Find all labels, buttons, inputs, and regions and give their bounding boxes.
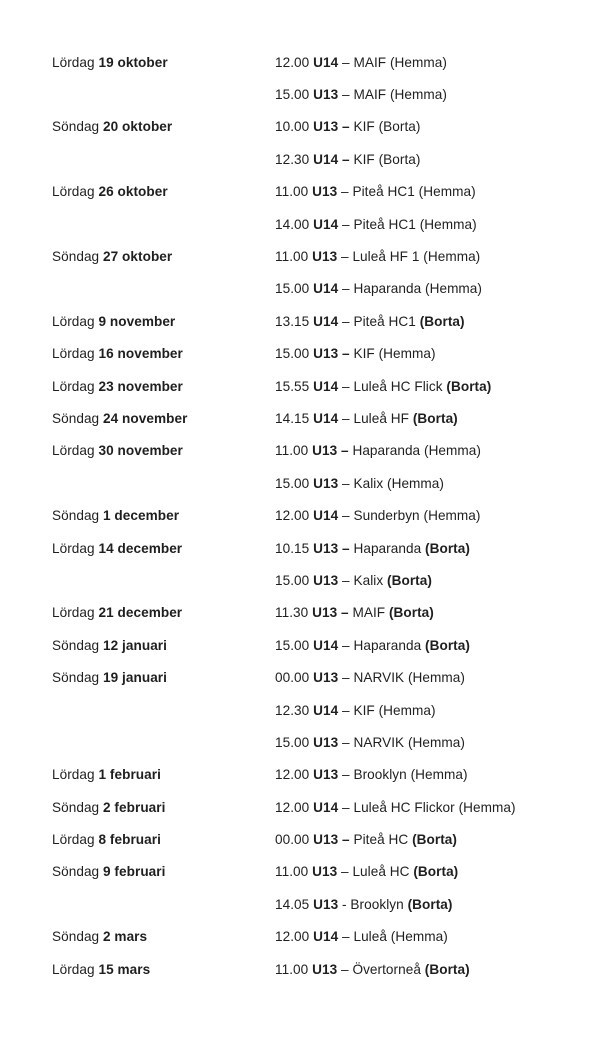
match-segment: 15.00	[275, 637, 314, 653]
match-segment: – Kalix (Hemma)	[338, 475, 444, 491]
match-segment: – Piteå HC1 (Hemma)	[337, 184, 476, 200]
schedule-row	[52, 208, 572, 240]
match-segment: Piteå HC	[349, 832, 413, 848]
match-segment: 15.00	[275, 734, 314, 750]
match-segment: U13 –	[313, 119, 350, 135]
match-segment: 10.15	[275, 540, 314, 556]
match-segment: – Sunderbyn (Hemma)	[338, 508, 481, 524]
match-segment: 15.00	[275, 346, 314, 362]
date: 21 december	[98, 605, 183, 621]
weekday: Lördag	[52, 443, 95, 459]
match-info	[275, 735, 465, 750]
match-segment: U13	[312, 184, 338, 200]
match-segment: – KIF (Hemma)	[338, 702, 436, 718]
schedule-row	[52, 694, 572, 726]
schedule-row	[52, 435, 572, 467]
match-info	[275, 119, 421, 134]
match-info	[275, 281, 482, 296]
match-segment: U14	[313, 929, 339, 945]
match-segment: U14	[313, 313, 339, 329]
schedule-row	[52, 111, 572, 143]
schedule-row	[52, 370, 572, 402]
date-cell	[52, 767, 275, 782]
schedule-row	[52, 823, 572, 855]
match-segment: 15.00	[275, 87, 314, 103]
weekday: Söndag	[52, 637, 100, 653]
match-segment: (Borta)	[412, 832, 457, 848]
match-segment: U13	[313, 767, 339, 783]
schedule-row	[52, 143, 572, 175]
schedule-row	[52, 46, 572, 78]
match-segment: U14	[313, 378, 339, 394]
match-segment: - Brooklyn	[338, 896, 408, 912]
date-cell	[52, 443, 275, 458]
match-info	[275, 962, 470, 977]
match-segment: – Brooklyn (Hemma)	[338, 767, 468, 783]
date: 30 november	[98, 443, 183, 459]
match-segment: (Borta)	[425, 540, 470, 556]
match-segment: KIF (Hemma)	[349, 346, 436, 362]
match-segment: (Borta)	[446, 378, 492, 394]
schedule-row	[52, 888, 572, 920]
match-info	[275, 55, 447, 70]
date: 26 oktober	[98, 184, 168, 200]
match-segment: U13 –	[312, 605, 349, 621]
match-segment: 12.00	[275, 767, 314, 783]
match-segment: 10.00	[275, 119, 314, 135]
match-segment: – Luleå HC	[337, 864, 414, 880]
match-segment: – Luleå HC Flickor (Hemma)	[338, 799, 516, 815]
date-cell	[52, 541, 275, 556]
match-segment: U14	[313, 508, 339, 524]
match-segment: (Borta)	[424, 961, 470, 977]
match-info	[275, 864, 458, 879]
date-cell	[52, 346, 275, 361]
date-cell	[52, 605, 275, 620]
match-segment: – Luleå HF 1 (Hemma)	[337, 249, 481, 265]
weekday: Lördag	[52, 313, 95, 329]
date: 23 november	[98, 378, 183, 394]
date-cell	[52, 800, 275, 815]
date: 2 februari	[103, 799, 166, 815]
schedule-row	[52, 532, 572, 564]
match-segment: Haparanda	[349, 540, 426, 556]
match-segment: 00.00	[275, 832, 314, 848]
date: 27 oktober	[103, 249, 173, 265]
weekday: Lördag	[52, 605, 95, 621]
match-segment: 11.00	[275, 443, 313, 459]
match-segment: 12.00	[275, 929, 314, 945]
schedule-row	[52, 597, 572, 629]
match-segment: 11.30	[275, 605, 313, 621]
match-info	[275, 573, 432, 588]
match-info	[275, 670, 465, 685]
date: 1 februari	[98, 767, 161, 783]
date: 19 januari	[103, 670, 167, 686]
date-cell	[52, 119, 275, 134]
match-segment: U13	[313, 896, 339, 912]
match-segment: 11.00	[275, 961, 313, 977]
match-segment: U13	[312, 961, 338, 977]
schedule-row	[52, 564, 572, 596]
schedule-row	[52, 176, 572, 208]
match-segment: U14	[313, 702, 339, 718]
match-segment: U14	[313, 216, 339, 232]
match-info	[275, 508, 480, 523]
schedule-row	[52, 629, 572, 661]
match-segment: 15.55	[275, 378, 314, 394]
match-segment: 11.00	[275, 249, 313, 265]
match-info	[275, 379, 491, 394]
match-segment: (Borta)	[412, 410, 458, 426]
match-segment: – NARVIK (Hemma)	[338, 734, 465, 750]
match-segment: 14.15	[275, 410, 314, 426]
schedule-row	[52, 759, 572, 791]
match-segment: – Luleå HC Flick	[338, 378, 447, 394]
match-segment: U14 –	[313, 151, 350, 167]
schedule-row	[52, 921, 572, 953]
weekday: Lördag	[52, 54, 95, 70]
schedule-row	[52, 467, 572, 499]
date-cell	[52, 379, 275, 394]
date-cell	[52, 929, 275, 944]
schedule-row	[52, 78, 572, 110]
match-segment: U13	[312, 864, 338, 880]
match-segment: 12.00	[275, 799, 314, 815]
date: 9 februari	[103, 864, 166, 880]
date-cell	[52, 962, 275, 977]
match-segment: U14	[313, 54, 339, 70]
weekday: Söndag	[52, 119, 100, 135]
schedule-row	[52, 791, 572, 823]
match-segment: (Borta)	[419, 313, 465, 329]
date: 2 mars	[103, 929, 148, 945]
date-cell	[52, 184, 275, 199]
match-segment: U14	[313, 799, 339, 815]
match-segment: – NARVIK (Hemma)	[338, 670, 465, 686]
match-segment: U13 –	[313, 832, 350, 848]
weekday: Söndag	[52, 670, 100, 686]
match-info	[275, 217, 477, 232]
match-segment: (Borta)	[407, 896, 453, 912]
match-segment: KIF (Borta)	[349, 119, 421, 135]
match-info	[275, 605, 434, 620]
match-info	[275, 800, 516, 815]
match-info	[275, 411, 458, 426]
match-segment: – Luleå HF	[338, 410, 413, 426]
match-segment: 14.00	[275, 216, 314, 232]
date-cell	[52, 55, 275, 70]
weekday: Lördag	[52, 832, 95, 848]
schedule-row	[52, 953, 572, 985]
match-segment: U13	[313, 475, 339, 491]
match-segment: – Piteå HC1	[338, 313, 420, 329]
match-segment: – Luleå (Hemma)	[338, 929, 448, 945]
date: 24 november	[103, 410, 188, 426]
weekday: Söndag	[52, 799, 100, 815]
date-cell	[52, 249, 275, 264]
match-segment: KIF (Borta)	[349, 151, 421, 167]
schedule-row	[52, 726, 572, 758]
match-info	[275, 346, 436, 361]
match-segment: 15.00	[275, 572, 314, 588]
schedule-row	[52, 305, 572, 337]
match-segment: 11.00	[275, 864, 313, 880]
date-cell	[52, 864, 275, 879]
match-segment: 14.05	[275, 896, 314, 912]
match-info	[275, 152, 421, 167]
weekday: Lördag	[52, 378, 95, 394]
schedule-row	[52, 273, 572, 305]
match-segment: 00.00	[275, 670, 314, 686]
date: 12 januari	[103, 637, 167, 653]
date-cell	[52, 314, 275, 329]
match-info	[275, 832, 457, 847]
date-cell	[52, 832, 275, 847]
weekday: Lördag	[52, 346, 95, 362]
match-segment: U13	[313, 670, 339, 686]
schedule-row	[52, 661, 572, 693]
match-info	[275, 314, 465, 329]
match-segment: (Borta)	[413, 864, 459, 880]
match-segment: (Borta)	[388, 605, 434, 621]
match-info	[275, 476, 444, 491]
weekday: Lördag	[52, 540, 95, 556]
weekday: Lördag	[52, 184, 95, 200]
match-segment: U14	[313, 637, 339, 653]
match-segment: 11.00	[275, 184, 313, 200]
match-info	[275, 897, 452, 912]
match-segment: – Övertorneå	[337, 961, 425, 977]
date: 19 oktober	[98, 54, 168, 70]
match-segment: (Borta)	[425, 637, 470, 653]
match-info	[275, 541, 470, 556]
date-cell	[52, 670, 275, 685]
schedule-row	[52, 856, 572, 888]
match-segment: 12.30	[275, 702, 314, 718]
match-segment: U13	[312, 249, 338, 265]
date: 15 mars	[98, 961, 151, 977]
date-cell	[52, 638, 275, 653]
weekday: Söndag	[52, 864, 100, 880]
match-segment: 12.30	[275, 151, 314, 167]
match-segment: U14	[313, 281, 339, 297]
schedule-row	[52, 240, 572, 272]
match-segment: U13	[313, 734, 339, 750]
match-segment: U13 –	[312, 443, 349, 459]
match-segment: 13.15	[275, 313, 314, 329]
weekday: Söndag	[52, 410, 100, 426]
match-segment: – MAIF (Hemma)	[338, 87, 447, 103]
date: 20 oktober	[103, 119, 173, 135]
weekday: Söndag	[52, 929, 100, 945]
match-segment: – Kalix	[338, 572, 388, 588]
match-info	[275, 249, 480, 264]
match-info	[275, 767, 468, 782]
match-info	[275, 929, 448, 944]
match-segment: U13 –	[313, 540, 350, 556]
match-segment: U13 –	[313, 346, 350, 362]
date: 16 november	[98, 346, 183, 362]
match-segment: – Piteå HC1 (Hemma)	[338, 216, 477, 232]
match-info	[275, 703, 436, 718]
schedule-row	[52, 338, 572, 370]
match-segment: – MAIF (Hemma)	[338, 54, 447, 70]
match-segment: – Haparanda	[338, 637, 426, 653]
date-cell	[52, 508, 275, 523]
match-segment: 15.00	[275, 475, 314, 491]
weekday: Lördag	[52, 767, 95, 783]
match-segment: U13	[313, 572, 339, 588]
match-segment: – Haparanda (Hemma)	[338, 281, 482, 297]
date: 1 december	[103, 508, 180, 524]
match-info	[275, 87, 447, 102]
schedule-row	[52, 499, 572, 531]
date: 9 november	[98, 313, 176, 329]
match-segment: 12.00	[275, 54, 314, 70]
match-info	[275, 443, 481, 458]
weekday: Söndag	[52, 508, 100, 524]
date: 8 februari	[98, 832, 161, 848]
match-segment: MAIF	[348, 605, 389, 621]
date: 14 december	[98, 540, 183, 556]
match-segment: U13	[313, 87, 339, 103]
match-segment: U14	[313, 410, 339, 426]
weekday: Lördag	[52, 961, 95, 977]
match-segment: Haparanda (Hemma)	[348, 443, 481, 459]
match-segment: 15.00	[275, 281, 314, 297]
date-cell	[52, 411, 275, 426]
match-info	[275, 184, 476, 199]
match-segment: (Borta)	[387, 572, 432, 588]
schedule-row	[52, 402, 572, 434]
match-schedule	[52, 46, 572, 985]
match-segment: 12.00	[275, 508, 314, 524]
weekday: Söndag	[52, 249, 100, 265]
match-info	[275, 638, 470, 653]
